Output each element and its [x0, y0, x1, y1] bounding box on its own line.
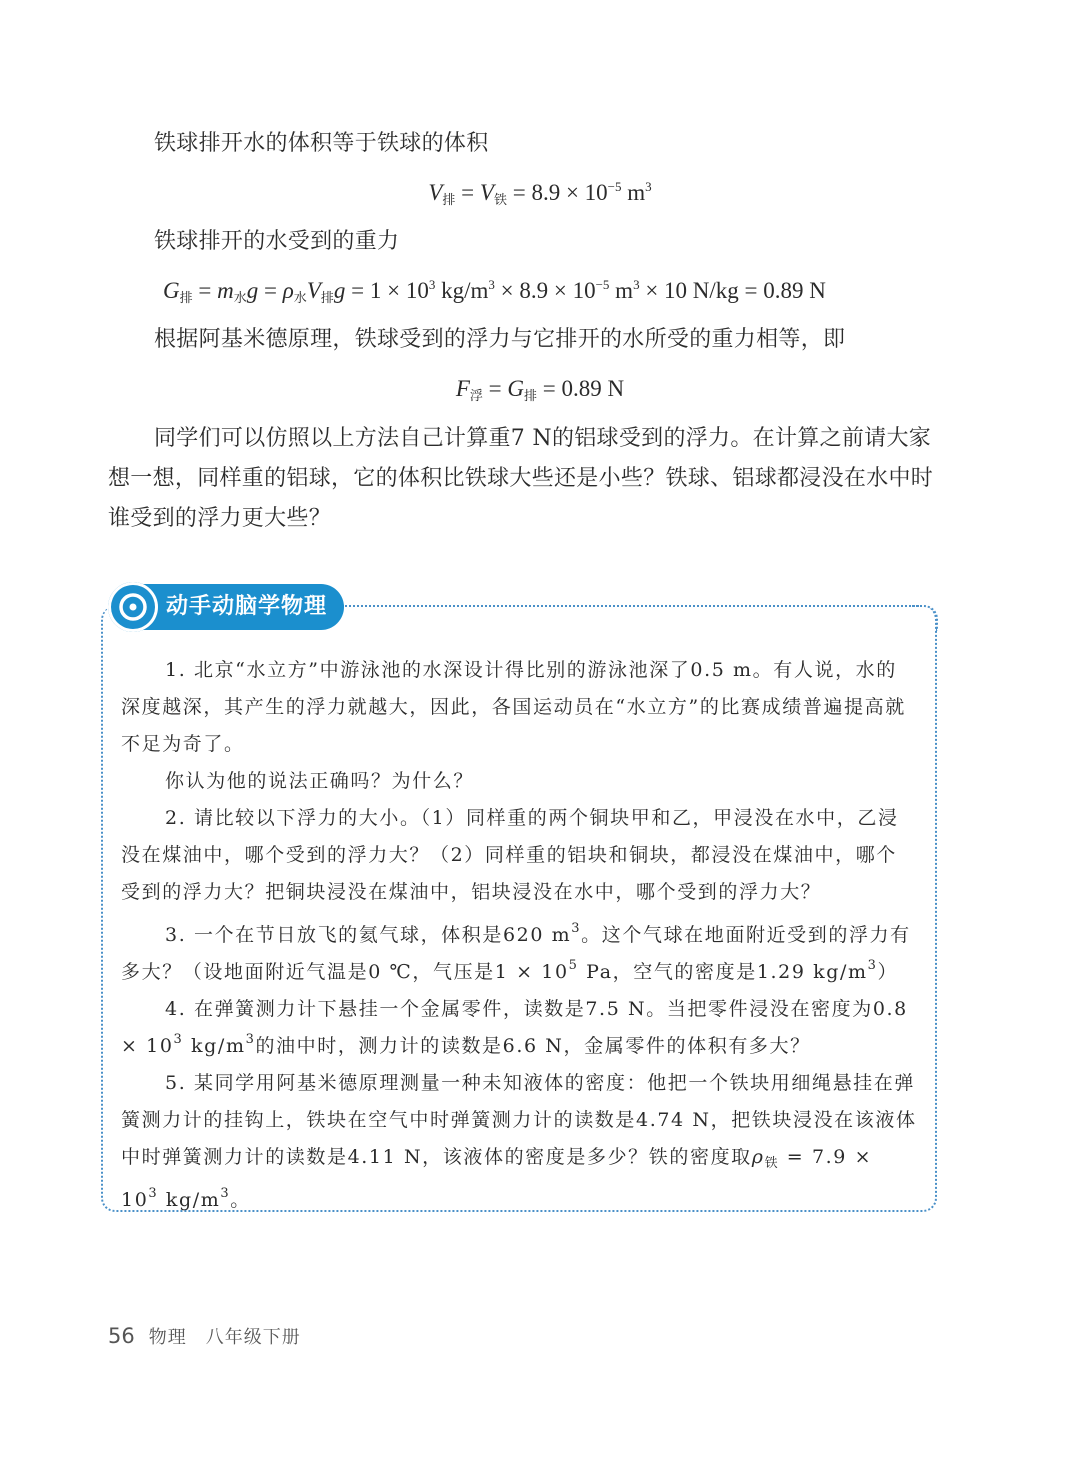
activity-box-top-border: [342, 605, 922, 607]
formula-weight: $G_排 = m_水g = \rho_水V_排g = 1 \times 10^3$ $kg/m^3 \times 8.9 \times 10^{-5}$ $m^3 \times 10$ N/kg = 0.89 N: [163, 277, 826, 305]
activity-title: 动手动脑学物理: [166, 594, 328, 619]
exercise-2: 2. 请比较以下浮力的大小。（1）同样重的两个铜块甲和乙，甲浸没在水中，乙浸没在煤油中，哪个受到的浮力大？（2）同样重的铝块和铜块，都浸没在煤油中，哪个受到的浮力大？把铜块浸没在煤油中，铝块浸没在水中，哪个受到的浮力大？: [121, 807, 899, 903]
activity-box-corner: [912, 605, 938, 631]
book-title: 物理 八年级下册: [148, 1327, 301, 1348]
exercise-5: 5. 某同学用阿基米德原理测量一种未知液体的密度：他把一个铁块用细绳悬挂在弹簧测力计的挂钩上，铁块在空气中时弹簧测力计的读数是4.74 N，把铁块浸没在该液体中时弹簧测力计的读数是4.11 N，该液体的密度是多少？铁的密度取$\rho_铁 = 7.9 \times 10^3$ $kg/m^3$。: [121, 1072, 917, 1211]
page-footer: [108, 1323, 301, 1349]
paragraph-weight: 铁球排开的水受到的重力: [154, 229, 400, 254]
page-number: 56: [108, 1324, 135, 1348]
paragraph-archimedes: 根据阿基米德原理，铁球受到的浮力与它排开的水所受的重力相等，即: [154, 327, 846, 352]
paragraph-volume: 铁球排开水的体积等于铁球的体积: [154, 131, 489, 156]
exercise-1-question: 你认为他的说法正确吗？为什么？: [165, 770, 475, 792]
exercise-4: 4. 在弹簧测力计下悬挂一个金属零件，读数是7.5 N。当把零件浸没在密度为$0.8 \times 10^3$ $kg/m^3$的油中时，测力计的读数是6.6 N，金属零件的体积有多大？: [121, 998, 908, 1057]
target-icon: [118, 592, 148, 622]
exercise-1: 1. 北京“水立方”中游泳池的水深设计得比别的游泳池深了0.5 m。有人说，水的深度越深，其产生的浮力就越大，因此，各国运动员在“水立方”的比赛成绩普遍提高就不足为奇了。: [121, 659, 906, 755]
formula-volume: $V_排 = V_铁 = 8.9 \times 10^{-5}$ $m^3$: [428, 179, 652, 207]
exercise-3: 3. 一个在节日放飞的氦气球，体积是620 $m^3$。这个气球在地面附近受到的浮力有多大？（设地面附近气温是0 ℃，气压是$1 \times 10^5$ Pa，空气的密度是1.29 $kg/m^3$）: [121, 921, 911, 983]
formula-buoyancy: $F_浮 = G_排 = 0.89$ N: [455, 376, 625, 403]
paragraph-aluminum-question: 同学们可以仿照以上方法自己计算重7 N的铝球受到的浮力。在计算之前请大家想一想，同样重的铝球，它的体积比铁球大些还是小些？铁球、铝球都浸没在水中时谁受到的浮力更大些？: [108, 426, 934, 531]
